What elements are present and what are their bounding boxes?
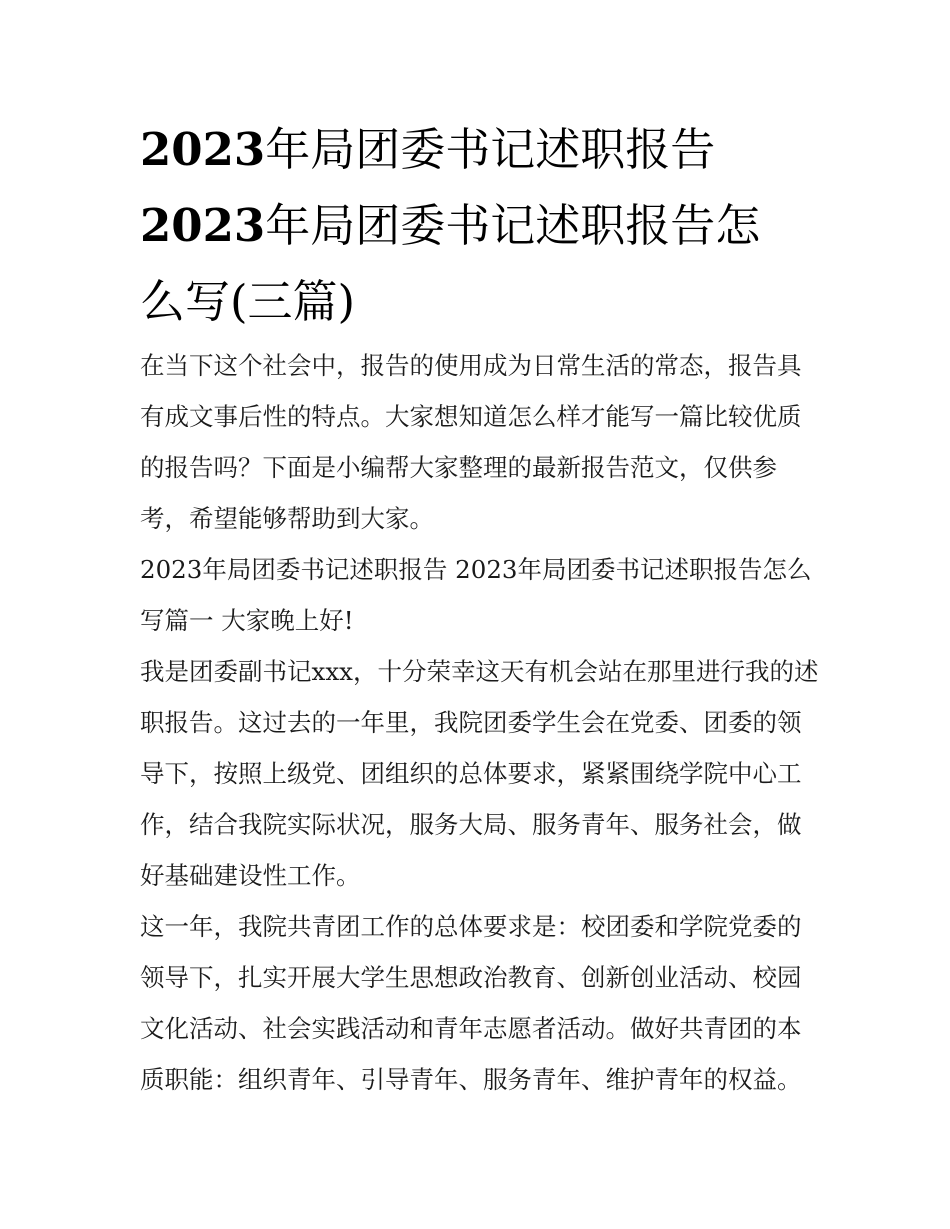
body-paragraph: 这一年，我院共青团工作的总体要求是：校团委和学院党委的领导下，扎实开展大学生思想政治教育、创新创业活动、校园文化活动、社会实践活动和青年志愿者活动。做好共青团的本质职能：组织青年、引导青年、服务青年、维护青年的权益。 xyxy=(140,912,802,1094)
title-line-1 xyxy=(140,112,820,188)
title-text: 么写(三篇) xyxy=(140,275,356,328)
title-text: 年局团委书记述职报告怎 xyxy=(265,199,761,252)
document-title xyxy=(140,112,820,340)
title-line-2 xyxy=(140,188,820,264)
section-heading-paragraph: 2023年局团委书记述职报告 2023年局团委书记述职报告怎么写篇一 大家晚上好! xyxy=(140,555,812,635)
intro-paragraph: 在当下这个社会中，报告的使用成为日常生活的常态，报告具有成文事后性的特点。大家想知道怎么样才能写一篇比较优质的报告吗？下面是小编帮大家整理的最新报告范文，仅供参考，希望能够帮助到大家。 xyxy=(140,351,802,533)
title-year: 2023 xyxy=(140,123,266,176)
document-content xyxy=(140,112,820,1105)
document-body xyxy=(140,340,820,1105)
body-paragraph: 我是团委副书记xxx，十分荣幸这天有机会站在那里进行我的述职报告。这过去的一年里，我院团委学生会在党委、团委的领导下，按照上级党、团组织的总体要求，紧紧围绕学院中心工作，结合我院实际状况，服务大局、服务青年、服务社会，做好基础建设性工作。 xyxy=(140,657,819,890)
title-year: 2023 xyxy=(140,199,266,252)
title-text: 年局团委书记述职报告 xyxy=(265,123,716,176)
title-line-3 xyxy=(140,264,820,340)
